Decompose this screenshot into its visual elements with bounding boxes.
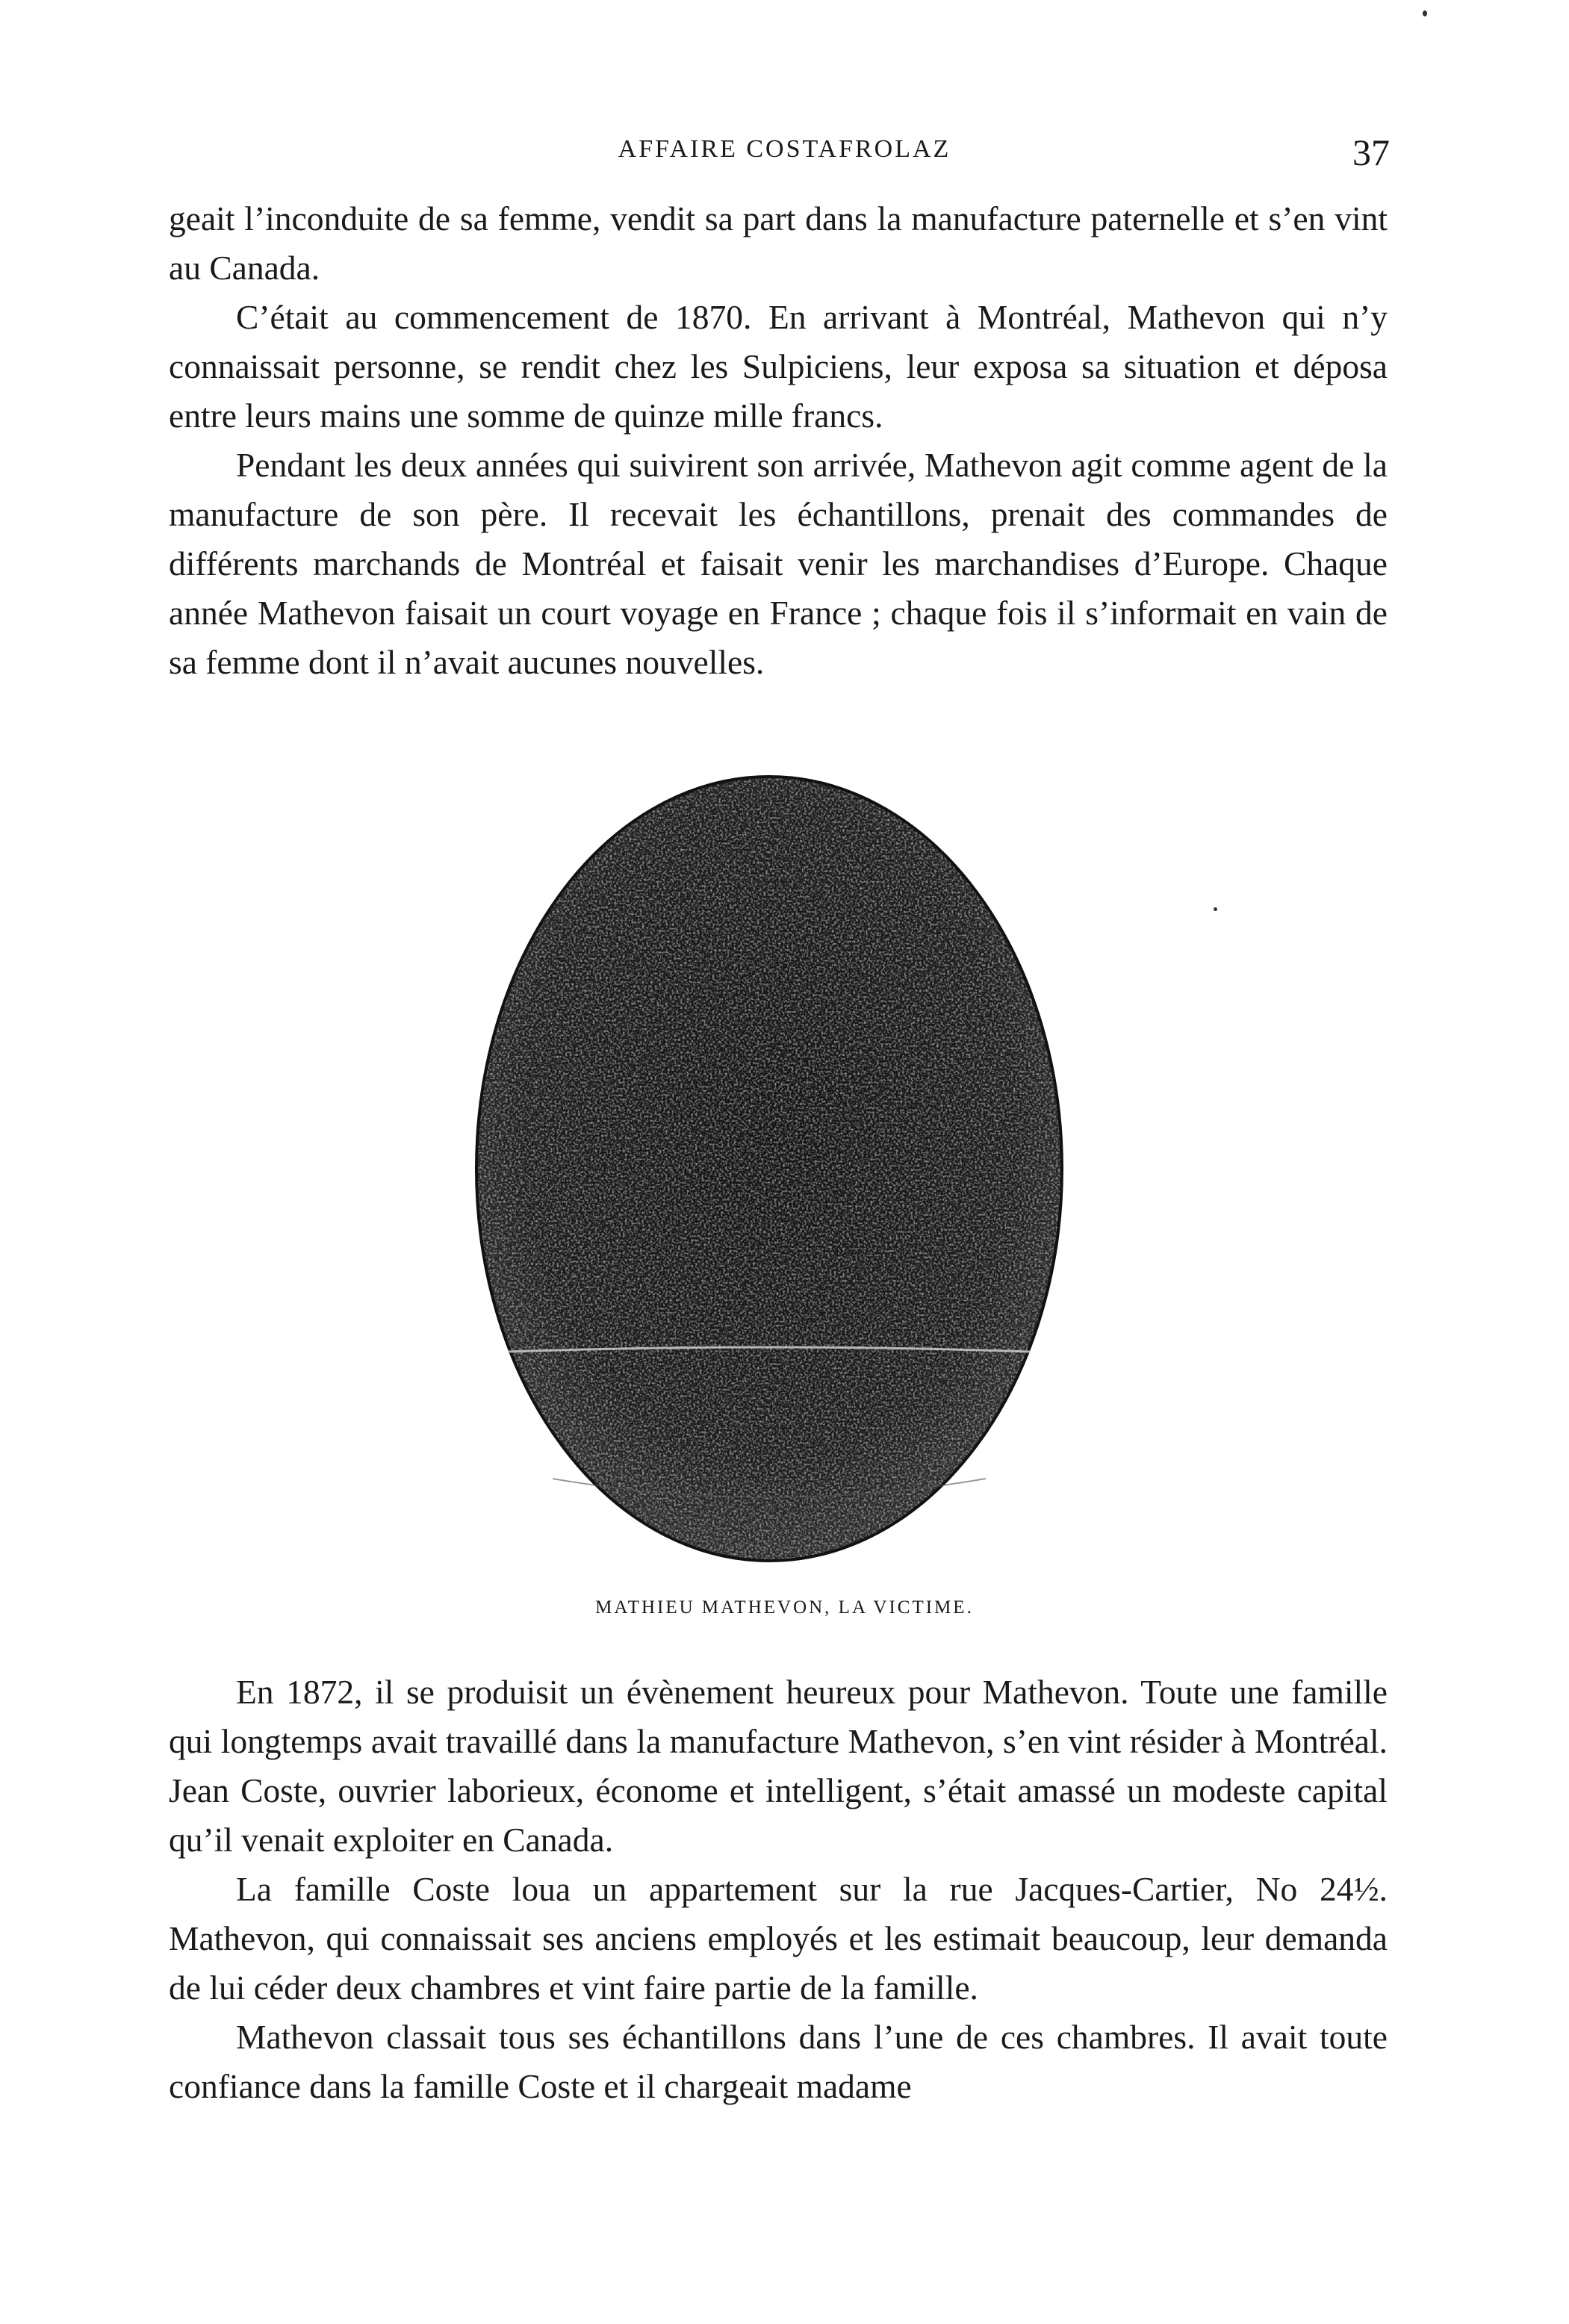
portrait-figure <box>463 762 1075 1576</box>
paragraph: Pendant les deux années qui suivirent son arrivée, Mathevon agit comme agent de la manufacture de son père. Il recevait les échantillons, prenait des commandes de différents marchands de Montréal et faisait venir les marchandises d’Europe. Chaque année Mathevon faisait un court voyage en France ; chaque fois il s’informait en vain de sa femme dont il n’avait aucunes nouvelles. <box>169 446 1388 681</box>
paragraph: En 1872, il se produisit un évènement heureux pour Mathevon. Toute une famille qui longtemps avait travaillé dans la manufacture Mathevon, s’en vint résider à Montréal. Jean Coste, ouvrier laborieux, économe et intelligent, s’était amassé un modeste capital qu’il venait exploiter en Canada. <box>169 1673 1388 1859</box>
body-text-bottom <box>169 1668 1388 2111</box>
paragraph: Mathevon classait tous ses échantillons dans l’une de ces chambres. Il avait toute confiance dans la famille Coste et il chargeait madame <box>169 2018 1388 2105</box>
portrait-image <box>463 762 1075 1576</box>
paragraph: geait l’inconduite de sa femme, vendit sa part dans la manufacture paternelle et s’en vint au Canada. <box>169 199 1388 287</box>
running-head <box>0 127 1569 172</box>
paragraph: La famille Coste loua un appartement sur la rue Jacques-Cartier, No 24½. Mathevon, qui connaissait ses anciens employés et les estimait beaucoup, leur demanda de lui céder deux chambres et vint faire partie de la famille. <box>169 1870 1388 2007</box>
figure-caption: MATHIEU MATHEVON, LA VICTIME. <box>595 1597 974 1618</box>
paragraph: C’était au commencement de 1870. En arrivant à Montréal, Mathevon qui n’y connaissait personne, se rendit chez les Sulpiciens, leur exposa sa situation et déposa entre leurs mains une somme de quinze mille francs. <box>169 298 1388 435</box>
print-speck <box>1214 907 1217 911</box>
print-speck <box>1423 10 1427 16</box>
running-title: AFFAIRE COSTAFROLAZ <box>618 135 951 163</box>
page-number: 37 <box>1352 131 1390 173</box>
body-text-top <box>169 194 1388 687</box>
